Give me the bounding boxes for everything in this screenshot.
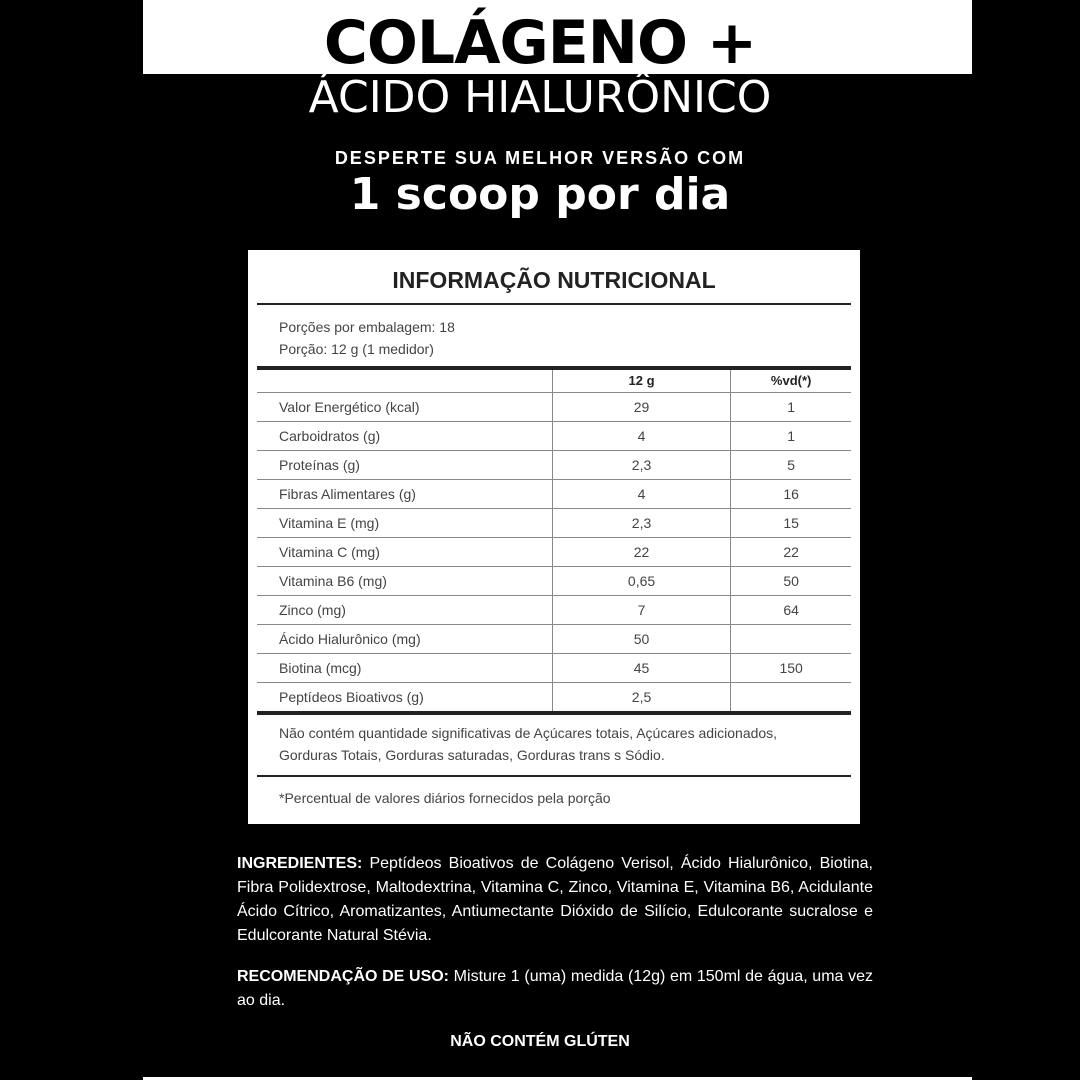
nutrient-dv: [731, 625, 851, 654]
nutrient-dv: 22: [731, 538, 851, 567]
nutrient-name: Fibras Alimentares (g): [257, 480, 552, 509]
table-row: [257, 654, 851, 683]
nutrient-amount: 7: [552, 596, 730, 625]
table-row: [257, 567, 851, 596]
ingredients-paragraph: [237, 852, 873, 948]
column-header-nutrient: [257, 370, 552, 393]
nutrient-amount: 4: [552, 422, 730, 451]
usage-label: RECOMENDAÇÃO DE USO:: [237, 968, 450, 985]
nutrient-name: Ácido Hialurônico (mg): [257, 625, 552, 654]
ingredients-text: Peptídeos Bioativos de Colágeno Verisol, Ácido Hialurônico, Biotina, Fibra Polidextrose, Maltodextrina, Vitamina C, Zinco, Vitamina E, Vitamina B6, Acidulante Ácido Cítrico, Aromatizantes, Antiumectante Dióxido de Silício, Edulcorante sucralose e Edulcorante Natural Stévia.: [237, 855, 873, 944]
serving-size: Porção: 12 g (1 medidor): [279, 341, 434, 357]
nutrient-amount: 2,5: [552, 683, 730, 712]
nutrient-dv: [731, 683, 851, 712]
nutrient-name: Valor Energético (kcal): [257, 393, 552, 422]
tagline-big: 1 scoop por dia: [349, 169, 731, 220]
nutrient-name: Vitamina B6 (mg): [257, 567, 552, 596]
nutrition-title: INFORMAÇÃO NUTRICIONAL: [392, 267, 716, 293]
divider-thick: [257, 711, 851, 715]
nutrient-dv: 64: [731, 596, 851, 625]
nutrient-name: Vitamina C (mg): [257, 538, 552, 567]
table-row: [257, 451, 851, 480]
nutrient-amount: 0,65: [552, 567, 730, 596]
nutrient-dv: 5: [731, 451, 851, 480]
nutrient-amount: 22: [552, 538, 730, 567]
servings-per-package: Porções por embalagem: 18: [279, 319, 455, 335]
nutrient-dv: 50: [731, 567, 851, 596]
column-header-amount: 12 g: [552, 370, 730, 393]
product-title: COLÁGENO +: [323, 8, 757, 78]
nutrition-facts-panel: [248, 250, 860, 824]
serving-info: [279, 316, 455, 360]
nutrient-dv: 1: [731, 422, 851, 451]
table-row: [257, 393, 851, 422]
nutrient-dv: 15: [731, 509, 851, 538]
nutrient-name: Zinco (mg): [257, 596, 552, 625]
nutrition-table: [257, 370, 851, 711]
nutrient-amount: 45: [552, 654, 730, 683]
nutrient-name: Biotina (mcg): [257, 654, 552, 683]
divider: [257, 303, 851, 305]
nutrient-name: Vitamina E (mg): [257, 509, 552, 538]
nutrient-name: Proteínas (g): [257, 451, 552, 480]
product-subtitle: ÁCIDO HIALURÔNICO: [308, 72, 772, 123]
nutrient-amount: 2,3: [552, 451, 730, 480]
nutrition-footnote: *Percentual de valores diários fornecidos pela porção: [279, 790, 611, 806]
nutrition-note: Não contém quantidade significativas de Açúcares totais, Açúcares adicionados, Gorduras Totais, Gorduras saturadas, Gorduras trans s Sódio.: [279, 725, 778, 763]
nutrient-amount: 4: [552, 480, 730, 509]
table-row: [257, 596, 851, 625]
nutrient-amount: 2,3: [552, 509, 730, 538]
usage-text: Misture 1 (uma) medida (12g) em 150ml de água, uma vez ao dia.: [237, 968, 873, 1009]
table-row: [257, 422, 851, 451]
ingredients-label: INGREDIENTES:: [237, 855, 363, 872]
table-row: [257, 538, 851, 567]
table-row: [257, 509, 851, 538]
nutrient-dv: 150: [731, 654, 851, 683]
table-row: [257, 625, 851, 654]
table-header-row: [257, 370, 851, 393]
nutrient-dv: 16: [731, 480, 851, 509]
nutrient-name: Carboidratos (g): [257, 422, 552, 451]
divider: [257, 775, 851, 777]
table-row: [257, 480, 851, 509]
nutrient-dv: 1: [731, 393, 851, 422]
tagline-small: DESPERTE SUA MELHOR VERSÃO COM: [334, 148, 746, 168]
gluten-free-notice: NÃO CONTÉM GLÚTEN: [450, 1033, 630, 1050]
table-row: [257, 683, 851, 712]
column-header-dv: %vd(*): [731, 370, 851, 393]
nutrient-name: Peptídeos Bioativos (g): [257, 683, 552, 712]
nutrient-amount: 50: [552, 625, 730, 654]
usage-paragraph: [237, 965, 873, 1013]
nutrient-amount: 29: [552, 393, 730, 422]
